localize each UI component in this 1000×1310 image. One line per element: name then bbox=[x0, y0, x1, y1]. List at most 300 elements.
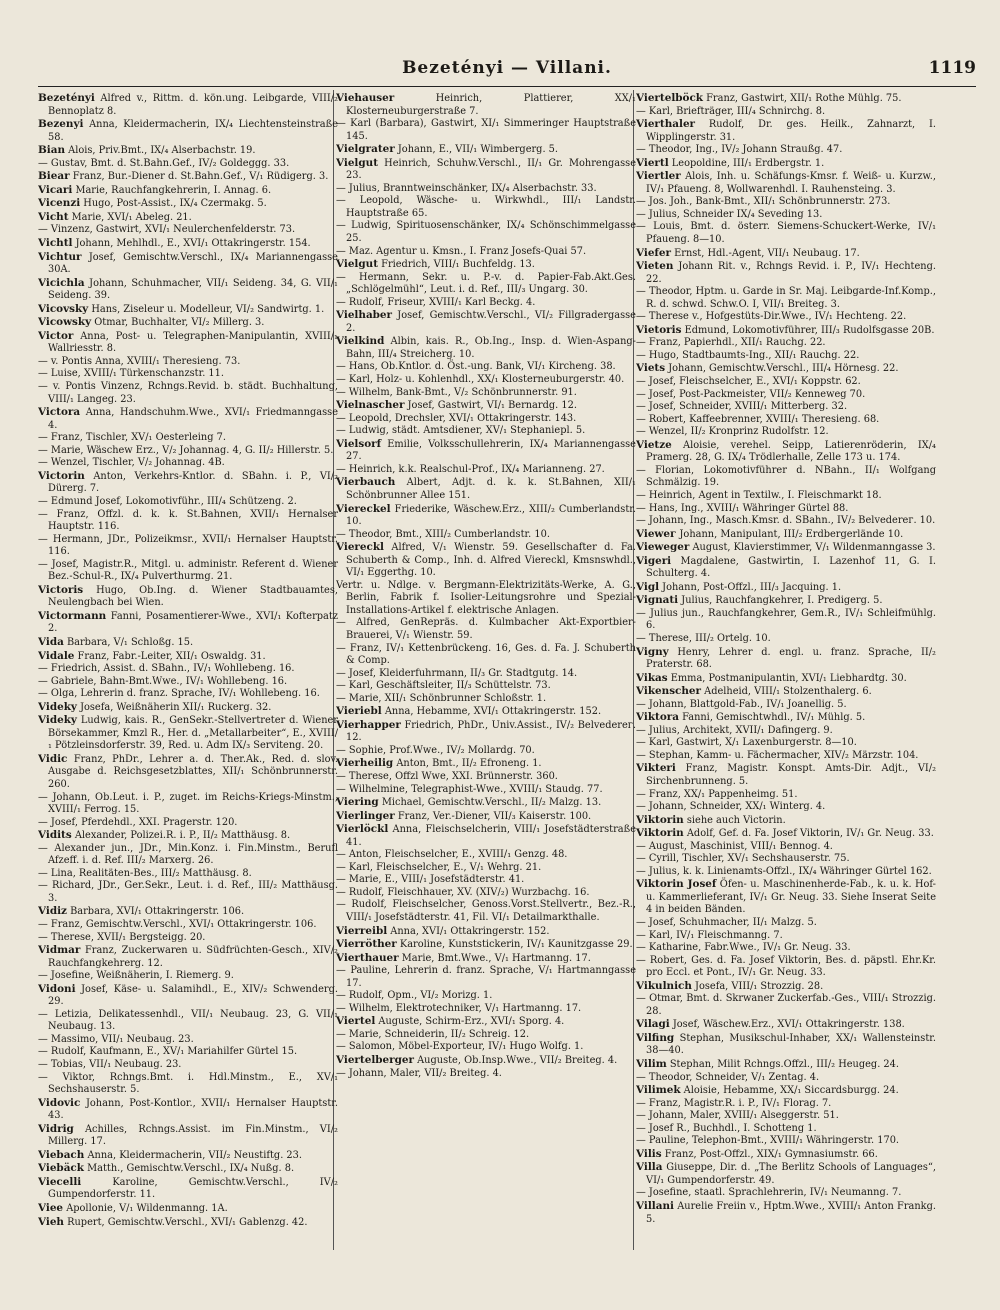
entry-details: Hugo, Ob.Ing. d. Wiener Stadtbauamtes, Neulengbach bei Wien. bbox=[48, 584, 338, 609]
directory-entry bbox=[636, 801, 936, 814]
directory-entry bbox=[38, 753, 338, 792]
entry-details: — Hans, Ing., XVIII/₁ Währinger Gürtel 88. bbox=[636, 502, 849, 514]
entry-surname: Victora bbox=[38, 406, 81, 419]
directory-entry bbox=[336, 938, 636, 952]
directory-entry bbox=[38, 496, 338, 509]
entry-details: — Johann, Ob.Leut. i. P., zuget. im Reichs-Kriegs-Minstm., XVIII/₁ Ferrog. 15. bbox=[38, 791, 338, 816]
entry-details: — Johann, Schneider, XX/₁ Winterg. 4. bbox=[636, 801, 826, 813]
entry-surname: Viktorin bbox=[636, 813, 684, 826]
directory-entry bbox=[636, 827, 936, 841]
directory-entry bbox=[636, 1123, 936, 1136]
entry-surname: Vieten bbox=[636, 260, 674, 273]
entry-surname: Vignati bbox=[636, 594, 679, 607]
directory-entry bbox=[336, 693, 636, 706]
directory-entry bbox=[636, 737, 936, 750]
entry-surname: Vilis bbox=[636, 1147, 662, 1160]
directory-entry bbox=[636, 789, 936, 802]
entry-details: siehe auch Victorin. bbox=[686, 814, 786, 826]
directory-entry bbox=[38, 970, 338, 983]
entry-surname: Viets bbox=[636, 362, 666, 375]
entry-details: — Johann, Maler, VII/₂ Breiteg. 4. bbox=[336, 1067, 502, 1079]
entry-surname: Vikteri bbox=[636, 762, 676, 775]
entry-details: Albert, Adjt. d. k. k. St.Bahnen, XII/₁ Schönbrunner Allee 151. bbox=[346, 477, 636, 501]
entry-surname: Bezetényi bbox=[38, 92, 95, 104]
directory-entry bbox=[336, 617, 636, 642]
directory-entry bbox=[38, 868, 338, 881]
directory-entry bbox=[336, 309, 636, 335]
entry-surname: Viee bbox=[38, 1202, 64, 1215]
directory-entry bbox=[38, 584, 338, 610]
entry-details: Barbara, V/₁ Schloßg. 15. bbox=[66, 636, 194, 648]
entry-surname: Viertelberger bbox=[336, 1054, 414, 1067]
directory-entry bbox=[636, 1032, 936, 1058]
directory-entry bbox=[636, 814, 936, 828]
directory-entry bbox=[636, 993, 936, 1018]
directory-entry bbox=[636, 209, 936, 222]
directory-entry bbox=[336, 796, 636, 810]
entry-details: — Wilhelm, Bank-Bmt., V/₂ Schönbrunnerstr. 91. bbox=[336, 386, 577, 398]
directory-entry bbox=[636, 541, 936, 555]
entry-details: — Josef, Magistr.R., Mitgl. u. administr. Referent d. Wiener Bez.-Schul-R., IX/₄ Pulverthurmg. 21. bbox=[38, 558, 338, 583]
entry-surname: Victoris bbox=[38, 583, 84, 596]
entry-surname: Viertl bbox=[636, 156, 669, 169]
directory-entry bbox=[38, 636, 338, 650]
entry-details: Rudolf, Dr. ges. Heilk., Zahnarzt, I. Wipplingerstr. 31. bbox=[646, 119, 936, 143]
directory-entry bbox=[636, 118, 936, 144]
entry-surname: Vierthaler bbox=[636, 118, 696, 131]
directory-entry bbox=[336, 335, 636, 361]
entry-details: — Karl, Geschäftsleiter, II/₃ Schüttelstr. 73. bbox=[336, 680, 551, 692]
entry-details: — Julius, Architekt, XVII/₁ Dafingerg. 9. bbox=[636, 724, 833, 736]
entry-surname: Vidits bbox=[38, 829, 72, 842]
directory-entry bbox=[336, 925, 636, 939]
directory-entry bbox=[38, 829, 338, 843]
entry-surname: Vilim bbox=[636, 1058, 667, 1071]
directory-entry bbox=[336, 757, 636, 771]
directory-entry bbox=[636, 1084, 936, 1098]
directory-entry bbox=[636, 1135, 936, 1148]
directory-entry bbox=[38, 251, 338, 277]
entry-details: — Josefine, staatl. Sprachlehrerin, IV/₁ Neumanng. 7. bbox=[636, 1187, 902, 1199]
page-number: 1119 bbox=[928, 58, 976, 78]
directory-entry bbox=[636, 711, 936, 725]
entry-details: — Louis, Bmt. d. österr. Siemens-Schuckert-Werke, IV/₁ Pfaueng. 8—10. bbox=[636, 221, 936, 246]
entry-details: — Leopold, Wäsche- u. Wirkwhdl., III/₁ Landstr. Hauptstraße 65. bbox=[336, 195, 636, 219]
entry-surname: Vielsorf bbox=[336, 437, 382, 450]
entry-details: Josef, Käse- u. Salamihdl., E., XIV/₂ Schwenderg. 29. bbox=[48, 983, 338, 1008]
directory-entry bbox=[336, 157, 636, 183]
entry-details: — Pauline, Telephon-Bmt., XVIII/₁ Währingerstr. 170. bbox=[636, 1135, 900, 1147]
directory-entry bbox=[336, 705, 636, 719]
entry-details: Karoline, Gemischtw.Verschl., IV/₂ Gumpendorferstr. 11. bbox=[48, 1176, 338, 1201]
entry-surname: Vicenzi bbox=[38, 197, 81, 210]
entry-surname: Vidrig bbox=[38, 1122, 74, 1135]
directory-entry bbox=[636, 157, 936, 171]
entry-details: — Jos. Joh., Bank-Bmt., XII/₁ Schönbrunnerstr. 273. bbox=[636, 196, 891, 208]
entry-details: Rupert, Gemischtw.Verschl., XVI/₁ Gablenzg. 42. bbox=[67, 1216, 308, 1228]
entry-details: — Julius, Branntweinschänker, IX/₄ Alserbachstr. 33. bbox=[336, 182, 597, 194]
entry-details: — Karl, Gastwirt, X/₁ Laxenburgerstr. 8—10. bbox=[636, 737, 857, 749]
entry-details: — Leopold, Drechsler, XVI/₁ Ottakringerstr. 143. bbox=[336, 412, 577, 424]
directory-entry bbox=[38, 817, 338, 830]
directory-entry bbox=[336, 195, 636, 220]
entry-details: — Josefine, Weißnäherin, I. Riemerg. 9. bbox=[38, 970, 234, 982]
entry-details: — Franz, Tischler, XV/₁ Oesterleing 7. bbox=[38, 432, 226, 444]
entry-details: — Franz, Offzl. d. k. k. St.Bahnen, XVII/₁ Hernalser Hauptstr. 116. bbox=[38, 508, 338, 533]
directory-entry bbox=[636, 699, 936, 712]
directory-entry bbox=[38, 184, 338, 198]
entry-details: Friederike, Wäschew.Erz., XIII/₂ Cumberlandstr. 10. bbox=[346, 503, 636, 528]
directory-entry bbox=[336, 361, 636, 374]
directory-entry bbox=[636, 324, 936, 338]
entry-details: Josefa, Weißnäherin XII/₁ Ruckerg. 32. bbox=[80, 701, 272, 713]
directory-entry bbox=[636, 337, 936, 350]
directory-entry bbox=[636, 980, 936, 994]
entry-details: Magdalene, Gastwirtin, I. Lazenhof 11, G. I. Schulterg. 4. bbox=[646, 555, 936, 580]
entry-surname: Vidiz bbox=[38, 905, 67, 918]
directory-entry bbox=[38, 688, 338, 701]
directory-entry bbox=[336, 1054, 636, 1068]
entry-details: — Rudolf, Fleischselcher, Genoss.Vorst.Stellvertr., Bez.-R., VIII/₁ Josefstädterstr. 41, Fil. VI/₁ Detailmarkthalle. bbox=[336, 899, 636, 923]
directory-entry bbox=[636, 106, 936, 119]
directory-entry bbox=[38, 158, 338, 171]
entry-details: Anna, Fleischselcherin, VIII/₁ Josefstädterstraße 41. bbox=[346, 824, 636, 848]
directory-entry bbox=[636, 594, 936, 608]
directory-entry bbox=[38, 1123, 338, 1149]
entry-details: — Theodor, Hptm. u. Garde in Sr. Maj. Leibgarde-Inf.Komp., R. d. schwd. Schw.O. I, VII/₁ Breiteg. 3. bbox=[636, 286, 936, 310]
directory-entry bbox=[636, 389, 936, 402]
entry-details: Karoline, Kunststickerin, IV/₁ Kaunitzgasse 29. bbox=[399, 939, 633, 951]
directory-entry bbox=[636, 401, 936, 414]
directory-entry bbox=[38, 701, 338, 715]
directory-entry bbox=[336, 823, 636, 849]
directory-entry bbox=[38, 843, 338, 868]
directory-entry bbox=[336, 899, 636, 924]
entry-surname: Videky bbox=[38, 700, 77, 713]
entry-surname: Victorin bbox=[38, 469, 85, 482]
entry-details: Auguste, Schirm-Erz., XVI/₁ Sporg. 4. bbox=[378, 1016, 565, 1028]
entry-details: Anna, Hebamme, XVI/₁ Ottakringerstr. 152. bbox=[384, 706, 602, 718]
directory-entry bbox=[336, 849, 636, 862]
entry-details: — Sophie, Prof.Wwe., IV/₂ Mollardg. 70. bbox=[336, 744, 535, 756]
directory-entry bbox=[38, 1009, 338, 1034]
entry-surname: Viewег bbox=[636, 527, 677, 540]
entry-details: — Gabriele, Bahn-Bmt.Wwe., IV/₁ Wohllebeng. 16. bbox=[38, 675, 288, 687]
directory-entry bbox=[636, 362, 936, 376]
directory-entry bbox=[336, 1003, 636, 1016]
directory-entry bbox=[636, 633, 936, 646]
directory-entry bbox=[636, 503, 936, 516]
entry-surname: Vichtl bbox=[38, 237, 73, 250]
entry-details: Alois, Inh. u. Schäfungs-Kmsr. f. Weiß- u. Kurzw., IV/₁ Pfaueng. 8, Wollwarenhdl. I. Rauhensteing. 3. bbox=[646, 171, 936, 195]
entry-details: Johann, Schuhmacher, VII/₁ Seideng. 34, G. VII/₁ Seideng. 39. bbox=[48, 277, 338, 302]
entry-details: — Stephan, Kamm- u. Fächermacher, XIV/₂ Märzstr. 104. bbox=[636, 749, 919, 761]
directory-entry bbox=[636, 1058, 936, 1072]
directory-entry bbox=[636, 350, 936, 363]
entry-details: — Alfred, GenRepräs. d. Kulmbacher Akt-Exportbier-Brauerei, V/₁ Wienstr. 59. bbox=[336, 617, 636, 641]
directory-entry bbox=[636, 1187, 936, 1200]
directory-entry bbox=[38, 197, 338, 211]
entry-details: — Maz. Agentur u. Kmsn., I. Franz Josefs-Quai 57. bbox=[336, 245, 587, 257]
directory-entry bbox=[636, 685, 936, 699]
entry-surname: Viebäck bbox=[38, 1162, 84, 1175]
entry-surname: Vigeri bbox=[636, 554, 672, 567]
entry-details: Öfen- u. Maschinenherde-Fab., k. u. k. Hof- u. Kammerlieferant, IV/₁ Gr. Neug. 33. Siehe Inserat Seite 4 in beiden Bänden. bbox=[646, 879, 936, 916]
entry-surname: Viereckel bbox=[336, 502, 391, 515]
entry-surname: Vieriebl bbox=[336, 705, 382, 718]
entry-surname: Vielgrater bbox=[336, 143, 395, 156]
entry-details: Edmund, Lokomotivführer, III/₃ Rudolfsgasse 20B. bbox=[684, 324, 935, 336]
directory-entry bbox=[336, 246, 636, 259]
entry-details: — Marie, Schneiderin, II/₂ Schreig. 12. bbox=[336, 1028, 530, 1040]
entry-surname: Vierreibl bbox=[336, 924, 388, 937]
entry-details: Fanni, Posamentierer-Wwe., XVI/₁ Kofterpatz 2. bbox=[48, 610, 338, 635]
entry-details: — Katharine, Fabr.Wwe., IV/₁ Gr. Neug. 33. bbox=[636, 942, 851, 954]
entry-details: — Josef, Fleischselcher, E., XVI/₁ Koppstr. 62. bbox=[636, 376, 861, 388]
directory-entry bbox=[38, 983, 338, 1009]
directory-entry bbox=[38, 944, 338, 970]
entry-details: Johann Rit. v., Rchngs Revid. i. P., IV/₁ Hechteng. 22. bbox=[646, 261, 936, 285]
directory-entry bbox=[336, 580, 636, 618]
entry-surname: Viertel bbox=[336, 1015, 376, 1028]
entry-details: Stephan, Musikschul-Inhaber, XX/₁ Wallensteinstr. 38—40. bbox=[646, 1032, 936, 1057]
directory-entry bbox=[636, 672, 936, 686]
entry-details: Achilles, Rchngs.Assist. im Fin.Minstm., VI/₂ Millerg. 17. bbox=[48, 1123, 338, 1148]
directory-entry bbox=[336, 464, 636, 477]
directory-entry bbox=[636, 426, 936, 439]
directory-entry bbox=[38, 932, 338, 945]
directory-entry bbox=[636, 1161, 936, 1187]
entry-surname: Vilagi bbox=[636, 1018, 670, 1031]
entry-details: — Rudolf, Opm., VI/₂ Morizg. 1. bbox=[336, 990, 493, 1002]
entry-details: Ernst, Hdl.-Agent, VII/₁ Neubaug. 17. bbox=[674, 247, 860, 259]
entry-details: — Wenzel, II/₂ Kronprinz Rudolfstr. 12. bbox=[636, 426, 829, 438]
entry-details: Heinrich, Schuhw.Verschl., II/₁ Gr. Mohrengasse 23. bbox=[346, 157, 636, 182]
entry-surname: Vikenscher bbox=[636, 685, 702, 698]
entry-details: Hugo, Post-Assist., IX/₄ Czermakg. 5. bbox=[83, 198, 267, 210]
directory-entry bbox=[336, 784, 636, 797]
entry-surname: Vierbauch bbox=[336, 476, 396, 489]
entry-details: Franz, Fabr.-Leiter, XII/₁ Oswaldg. 31. bbox=[77, 650, 266, 662]
directory-entry bbox=[336, 643, 636, 668]
directory-entry bbox=[38, 92, 338, 118]
directory-entry bbox=[38, 676, 338, 689]
directory-entry bbox=[336, 399, 636, 413]
directory-entry bbox=[336, 476, 636, 502]
entry-details: — Karl, Fleischselcher, E., V/₁ Wehrg. 21. bbox=[336, 861, 542, 873]
entry-details: Anna, Kleidermacherin, VII/₂ Neustiftg. 23. bbox=[87, 1149, 303, 1161]
entry-surname: Vierthauer bbox=[336, 951, 399, 964]
entry-surname: Vidic bbox=[38, 752, 68, 765]
directory-entry bbox=[336, 272, 636, 297]
directory-entry bbox=[336, 965, 636, 990]
directory-entry bbox=[336, 1029, 636, 1042]
running-title: Bezetényi — Villani. bbox=[402, 58, 612, 78]
directory-entry bbox=[636, 853, 936, 866]
entry-surname: Viktorin bbox=[636, 827, 684, 840]
entry-details: — Robert, Kaffeebrenner, XVIII/₁ Theresieng. 68. bbox=[636, 413, 880, 425]
entry-surname: Vichtur bbox=[38, 250, 82, 263]
directory-entry bbox=[38, 1176, 338, 1202]
directory-entry bbox=[38, 457, 338, 470]
entry-surname: Vielhaber bbox=[336, 309, 393, 322]
entry-details: — Rudolf, Friseur, XVIII/₁ Karl Beckg. 4. bbox=[336, 296, 536, 308]
entry-surname: Viefer bbox=[636, 246, 671, 259]
entry-details: Anton, Verkehrs-Kntlor. d. SBahn. i. P., VI/₂ Dürerg. 7. bbox=[48, 470, 338, 495]
entry-details: — Theodor, Ing., IV/₂ Johann Straußg. 47. bbox=[636, 144, 843, 156]
entry-details: — Wilhelm, Elektrotechniker, V/₁ Hartmanng. 17. bbox=[336, 1002, 582, 1014]
directory-entry bbox=[38, 880, 338, 905]
entry-details: — Franz, XX/₁ Pappenheimg. 51. bbox=[636, 788, 798, 800]
directory-entry bbox=[636, 955, 936, 980]
entry-details: Josef, Gastwirt, VI/₁ Bernardg. 12. bbox=[407, 400, 577, 412]
entry-surname: Viehauser bbox=[336, 92, 395, 104]
directory-entry bbox=[336, 1068, 636, 1081]
entry-surname: Vicari bbox=[38, 183, 73, 196]
entry-details: — Theodor, Bmt., XIII/₂ Cumberlandstr. 10. bbox=[336, 528, 550, 540]
directory-entry bbox=[636, 1110, 936, 1123]
directory-entry bbox=[336, 503, 636, 529]
directory-entry bbox=[38, 144, 338, 158]
directory-entry bbox=[336, 680, 636, 693]
entry-details: — Alexander jun., JDr., Min.Konz. i. Fin.Minstm., Berufl Afzeff. i. d. Ref. III/₂ Marxerg. 26. bbox=[38, 842, 338, 867]
entry-details: — August, Maschinist, VIII/₁ Bennog. 4. bbox=[636, 840, 833, 852]
entry-surname: Vigl bbox=[636, 580, 660, 593]
entry-details: — Otmar, Bmt. d. Skrwaner Zuckerfab.-Ges., VIII/₁ Strozzig. 28. bbox=[636, 993, 936, 1017]
directory-entry bbox=[38, 303, 338, 317]
entry-surname: Vierlinger bbox=[336, 809, 395, 822]
directory-entry bbox=[636, 260, 936, 286]
entry-details: — Hermann, JDr., Polizeikmsr., XVII/₁ Hernalser Hauptstr. 116. bbox=[38, 533, 338, 558]
directory-entry bbox=[636, 725, 936, 738]
entry-details: — Richard, JDr., Ger.Sekr., Leut. i. d. Ref., III/₂ Matthäusg. 3. bbox=[38, 880, 338, 904]
directory-entry bbox=[636, 376, 936, 389]
directory-entry bbox=[636, 1148, 936, 1162]
entry-details: Vertr. u. Ndlge. v. Bergmann-Elektrizitäts-Werke, A. G., Berlin, Fabrik f. Isolier-Leitungsrohre und Spezial-Installations-Artikel f. elektrische Anlagen. bbox=[336, 579, 636, 616]
entry-surname: Villa bbox=[636, 1161, 663, 1174]
directory-entry bbox=[636, 515, 936, 528]
entry-details: Franz, Post-Offzl., XIX/₁ Gymnasiumstr. 66. bbox=[664, 1148, 878, 1160]
entry-surname: Vigny bbox=[636, 645, 669, 658]
entry-details: — Therese, Offzl Wwe, XXI. Brünnerstr. 360. bbox=[336, 770, 558, 782]
entry-details: Aurelie Freiin v., Hptm.Wwe., XVIII/₁ Anton Frankg. 5. bbox=[646, 1201, 936, 1225]
entry-surname: Victor bbox=[38, 329, 74, 342]
entry-details: Johann, Post-Kontlor., XVII/₁ Hernalser Hauptstr. 43. bbox=[48, 1097, 338, 1122]
directory-entry bbox=[336, 887, 636, 900]
directory-entry bbox=[38, 1216, 338, 1230]
entry-details: — Ludwig, städt. Amtsdiener, XV/₁ Stephaniepl. 5. bbox=[336, 425, 586, 437]
entry-surname: Vierhapper bbox=[336, 718, 401, 731]
entry-details: Emma, Postmanipulantin, XVI/₁ Liebhardtg. 30. bbox=[670, 672, 907, 684]
entry-details: Anna, Handschuhm.Wwe., XVI/₁ Friedmanngasse 4. bbox=[48, 407, 338, 431]
directory-entry bbox=[336, 387, 636, 400]
entry-details: — Tobias, VII/₁ Neubaug. 23. bbox=[38, 1059, 182, 1071]
entry-surname: Vicht bbox=[38, 210, 69, 223]
directory-entry bbox=[636, 1098, 936, 1111]
entry-details: — Friedrich, Assist. d. SBahn., IV/₁ Wohllebeng. 16. bbox=[38, 663, 295, 675]
entry-details: — Vinzenz, Gastwirt, XVI/₁ Neulerchenfelderstr. 73. bbox=[38, 224, 296, 236]
entry-details: Alois, Priv.Bmt., IX/₄ Alserbachstr. 19. bbox=[68, 145, 256, 157]
directory-entry bbox=[336, 425, 636, 438]
entry-surname: Vikulnich bbox=[636, 979, 692, 992]
entry-surname: Vidale bbox=[38, 649, 75, 662]
directory-entry bbox=[336, 810, 636, 824]
entry-details: — Edmund Josef, Lokomotivführ., III/₄ Schützeng. 2. bbox=[38, 495, 297, 507]
entry-details: Anna, Kleidermacherin, IX/₄ Liechtensteinstraße 58. bbox=[48, 119, 338, 143]
directory-entry bbox=[336, 745, 636, 758]
entry-details: Leopoldine, III/₁ Erdbergstr. 1. bbox=[671, 157, 825, 169]
directory-entry bbox=[336, 862, 636, 875]
directory-entry bbox=[636, 750, 936, 763]
entry-details: Adolf, Gef. d. Fa. Josef Viktorin, IV/₁ Gr. Neug. 33. bbox=[686, 828, 934, 840]
entry-details: Friedrich, VIII/₁ Buchfeldg. 13. bbox=[381, 259, 535, 271]
entry-details: Ludwig, kais. R., GenSekr.-Stellvertreter d. Wiener Börsekammer, Kmzl R., Her. d. „Metallarbeiter“, E., XVIII/₁ Pötzleinsdorferstr. 39, Red. u. Adm IX/₃ Serviteng. 20. bbox=[48, 715, 338, 752]
directory-entry bbox=[38, 445, 338, 458]
entry-details: — Florian, Lokomotivführer d. NBahn., II/₁ Wolfgang Schmälzig. 19. bbox=[636, 464, 936, 489]
directory-column-3 bbox=[636, 92, 936, 1252]
entry-details: — Rudolf, Fleischhauer, XV. (XIV/₂) Wurzbachg. 16. bbox=[336, 886, 590, 898]
directory-entry bbox=[38, 432, 338, 445]
directory-entry bbox=[636, 247, 936, 261]
directory-entry bbox=[336, 143, 636, 157]
entry-details: Henry, Lehrer d. engl. u. franz. Sprache, II/₂ Praterstr. 68. bbox=[646, 646, 936, 671]
directory-entry bbox=[38, 330, 338, 356]
entry-details: Franz, Ver.-Diener, VII/₃ Kaiserstr. 100. bbox=[397, 810, 592, 822]
entry-details: — Karl, Briefträger, III/₄ Schnirchg. 8. bbox=[636, 105, 826, 117]
entry-details: August, Klavierstimmer, V/₁ Wildenmanngasse 3. bbox=[692, 542, 936, 554]
entry-details: — Ludwig, Spirituosenschänker, IX/₄ Schönschimmelgasse 25. bbox=[336, 220, 636, 245]
entry-surname: Viktorin Josef bbox=[636, 878, 717, 891]
entry-details: Franz, Magistr. Konspt. Amts-Dir. Adjt., VI/₂ Sirchenbrunneng. 5. bbox=[646, 763, 936, 787]
entry-details: — Josef, Pferdehdl., XXI. Pragerstr. 120. bbox=[38, 816, 238, 828]
directory-entry bbox=[636, 841, 936, 854]
entry-surname: Vida bbox=[38, 635, 64, 648]
directory-entry bbox=[38, 714, 338, 753]
entry-details: Emilie, Volksschullehrerin, IX/₄ Mariannengasse 27. bbox=[346, 438, 636, 463]
entry-details: — Josef, Schuhmacher, II/₁ Malzg. 5. bbox=[636, 917, 817, 928]
entry-surname: Vielgut bbox=[336, 156, 379, 169]
entry-details: Alfred, V/₁ Wienstr. 59. Gesellschafter d. Fa. Schuberth & Comp., Inh. d. Alfred Viereckl, Kmsnswhdl., VI/₁ Eggerthg. 10. bbox=[346, 542, 636, 579]
directory-entry bbox=[636, 942, 936, 955]
directory-entry bbox=[38, 1162, 338, 1176]
entry-details: Auguste, Ob.Insp.Wwe., VII/₂ Breiteg. 4. bbox=[417, 1055, 618, 1067]
entry-details: Josefa, VIII/₁ Strozzig. 28. bbox=[695, 980, 824, 992]
entry-surname: Vicowsky bbox=[38, 316, 92, 329]
directory-entry bbox=[636, 92, 936, 106]
entry-details: — Theodor, Schneider, V/₁ Zentag. 4. bbox=[636, 1071, 820, 1083]
entry-details: Fanni, Gemischtwhdl., IV/₁ Mühlg. 5. bbox=[682, 712, 866, 724]
directory-entry bbox=[336, 413, 636, 426]
entry-details: Anna, Post- u. Telegraphen-Manipulantin, XVIII/₁ Wallriesstr. 8. bbox=[48, 330, 338, 355]
entry-details: Marie, Rauchfangkehrerin, I. Annag. 6. bbox=[75, 184, 272, 196]
entry-surname: Vietze bbox=[636, 438, 672, 451]
entry-surname: Villani bbox=[636, 1200, 674, 1213]
entry-details: Franz, Zuckerwaren u. Südfrüchten-Gesch., XIV/₂ Rauchfangkehrerg. 12. bbox=[48, 945, 338, 969]
entry-surname: Vierheilig bbox=[336, 757, 394, 770]
directory-entry bbox=[636, 490, 936, 503]
directory-entry bbox=[38, 237, 338, 251]
header-rule bbox=[38, 86, 976, 87]
entry-details: — Wilhelmine, Telegraphist-Wwe., XVIII/₁ Staudg. 77. bbox=[336, 783, 603, 795]
directory-entry bbox=[636, 917, 936, 930]
entry-details: — Josef R., Buchhdl., I. Schotteng 1. bbox=[636, 1122, 817, 1134]
entry-details: — Therese, III/₂ Ortelg. 10. bbox=[636, 632, 771, 644]
directory-entry bbox=[38, 316, 338, 330]
entry-details: — Franz, Papierhdl., XII/₁ Rauchg. 22. bbox=[636, 337, 826, 349]
entry-details: — Julius jun., Rauchfangkehrer, Gem.R., IV/₁ Schleifmühlg. 6. bbox=[636, 607, 936, 632]
directory-entry bbox=[38, 1072, 338, 1097]
entry-details: Anna, XVI/₁ Ottakringerstr. 152. bbox=[390, 925, 550, 937]
